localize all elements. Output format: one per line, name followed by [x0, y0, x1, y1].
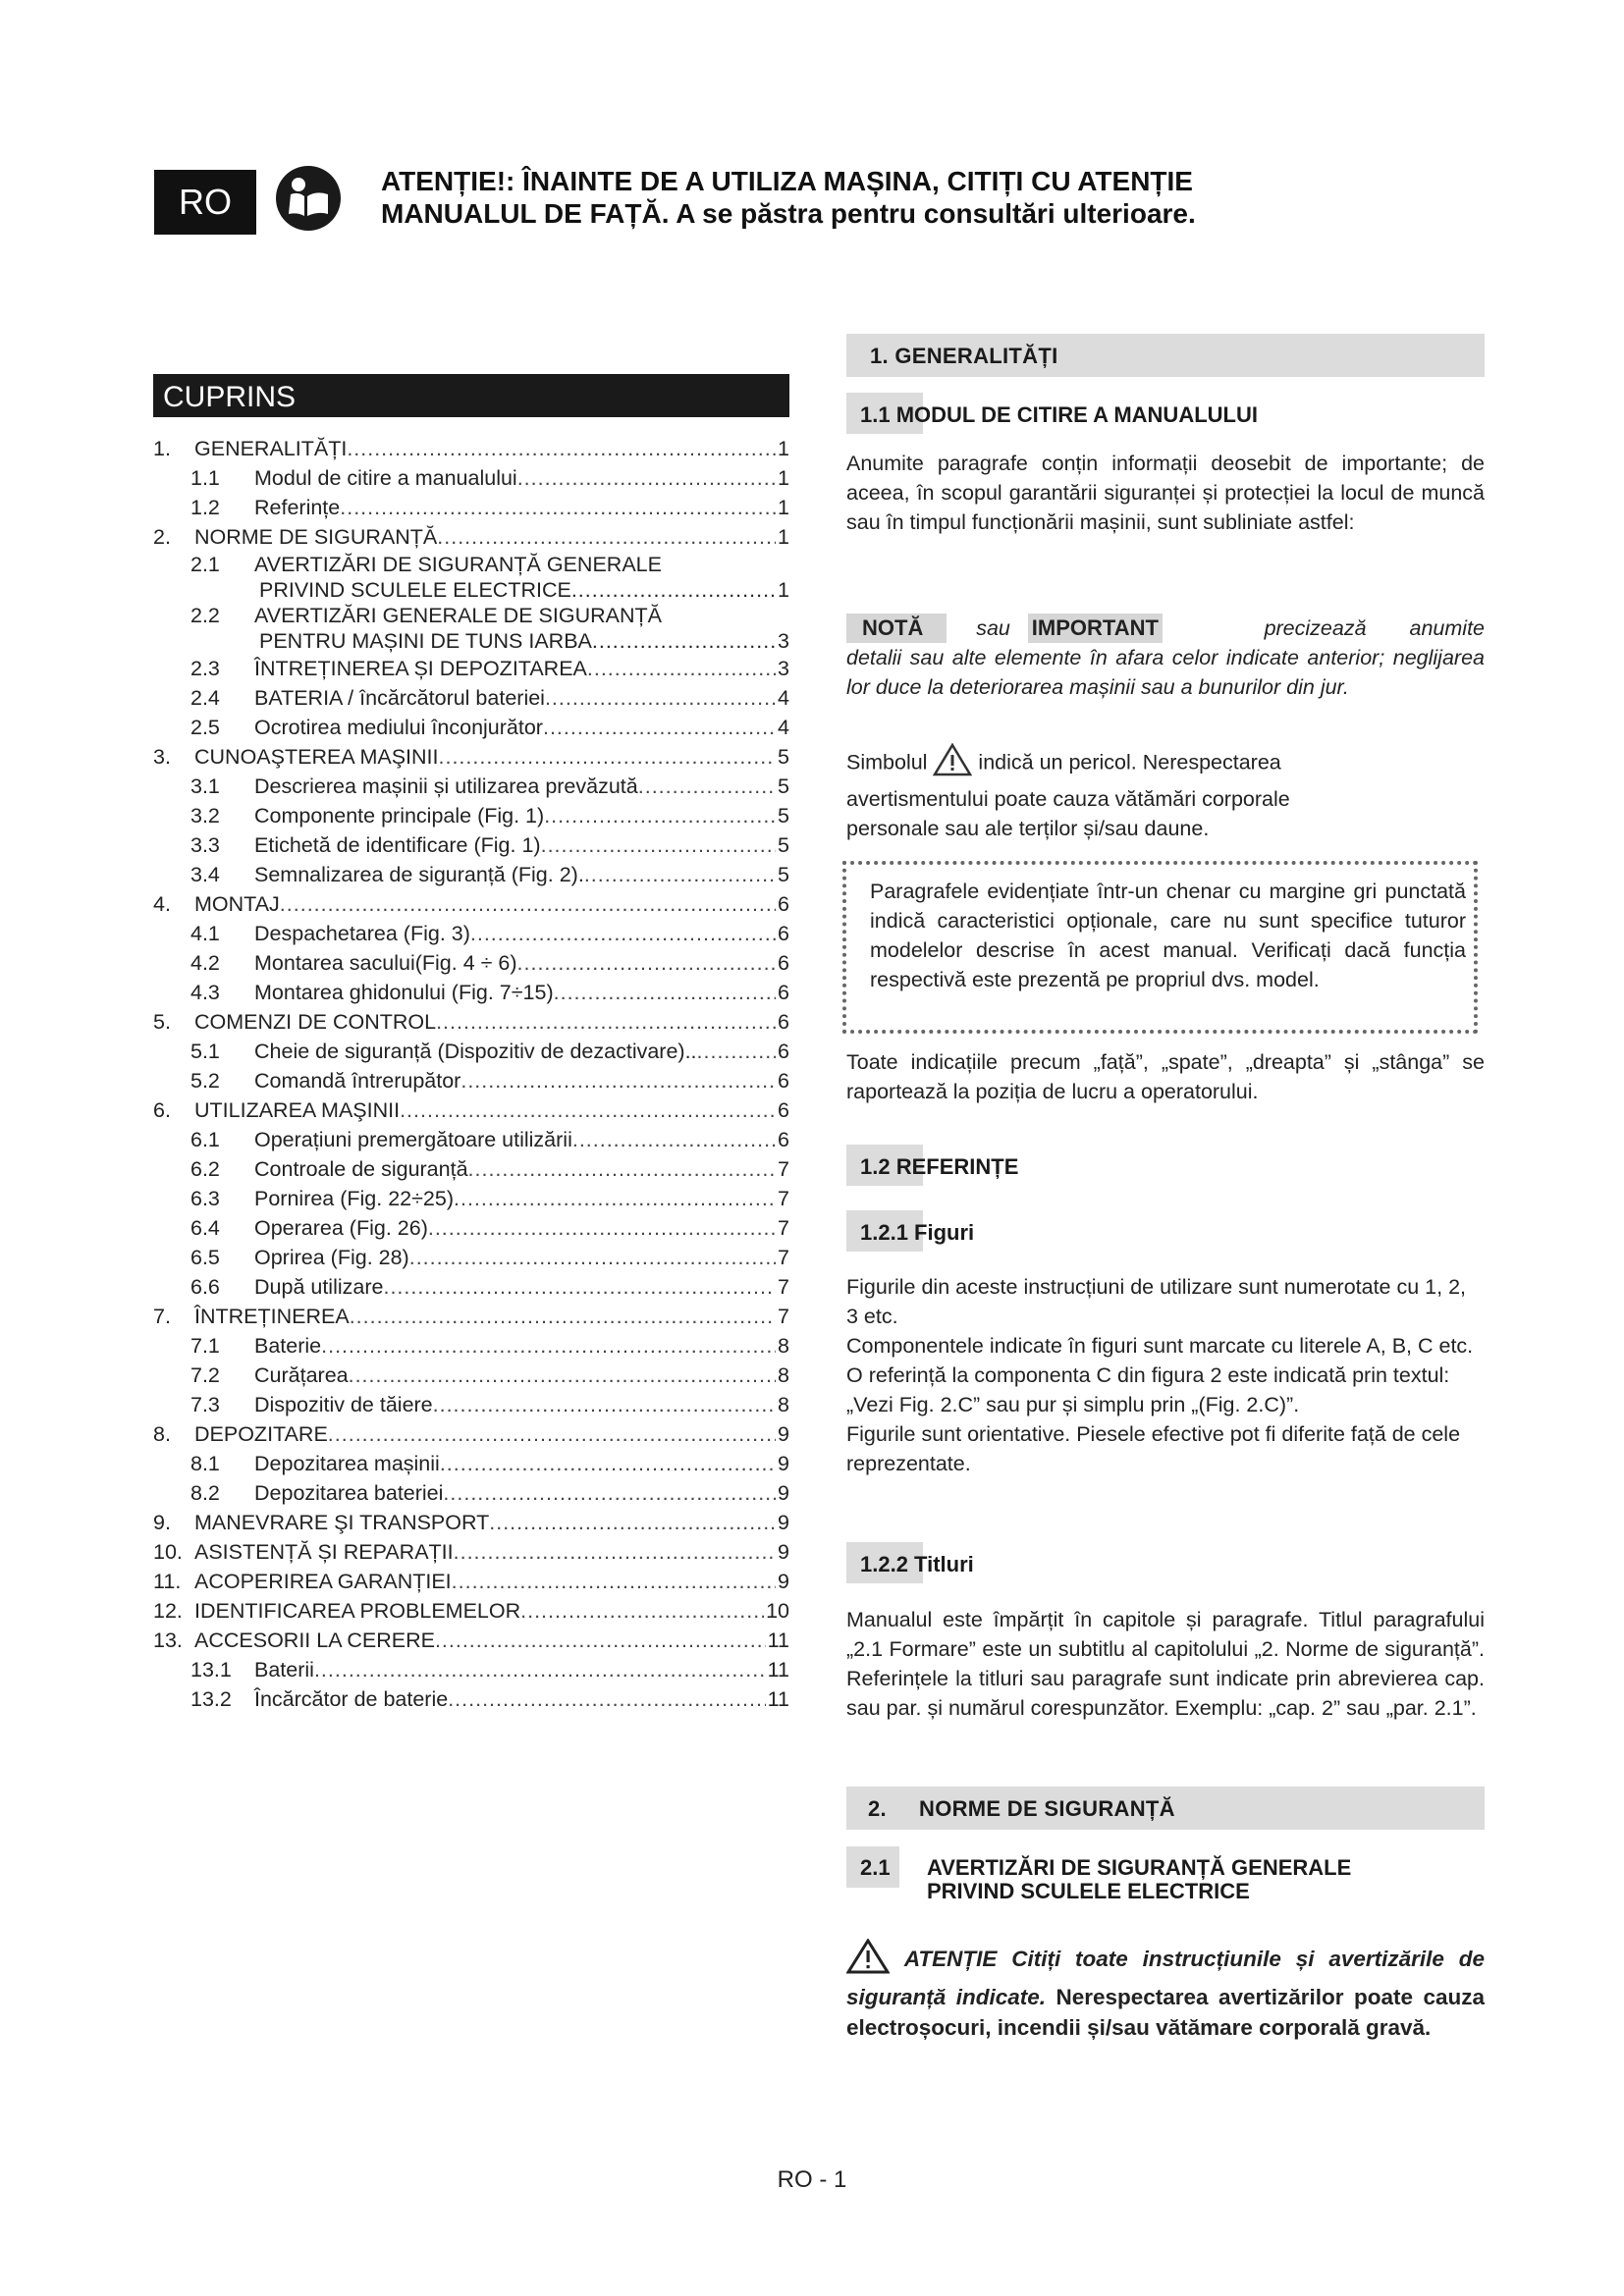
toc-entry — [153, 552, 789, 577]
toc-entry-label: AVERTIZĂRI GENERALE DE SIGURANȚĂ — [254, 604, 662, 627]
toc-entry — [153, 522, 789, 552]
toc-entry-number: 1.1 — [190, 466, 220, 490]
section-2-number: 2. — [868, 1796, 887, 1821]
toc-entry-label: Operarea (Fig. 26) — [254, 1216, 428, 1240]
toc-entry-continuation — [153, 577, 789, 603]
toc-entry-number: 2.1 — [190, 553, 220, 576]
toc-dot-leader — [544, 801, 776, 830]
toc-entry — [153, 1066, 789, 1095]
toc-entry-number: 5.1 — [190, 1040, 220, 1063]
toc-entry — [153, 683, 789, 713]
note-text-rest: detalii sau alte elemente în afara celor indicate anterior; neglijarea lor duce la deteriorarea mașinii sau a bunurilor din jur. — [846, 646, 1485, 699]
toc-dot-leader — [454, 1184, 776, 1213]
toc-entry-page: 3 — [778, 629, 789, 653]
toc-dot-leader — [541, 830, 776, 860]
toc-entry-page: 11 — [767, 1687, 789, 1711]
toc-entry — [153, 1567, 789, 1596]
toc-entry-label: MONTAJ — [194, 892, 280, 916]
toc-dot-leader — [697, 1037, 777, 1066]
toc-entry — [153, 1272, 789, 1302]
nota-tag: NOTĂ — [846, 614, 947, 643]
toc-entry-page: 9 — [778, 1452, 789, 1475]
toc-entry-page: 5 — [778, 774, 789, 798]
toc-dot-leader — [470, 919, 776, 948]
toc-entry — [153, 1125, 789, 1154]
danger-symbol-paragraph — [846, 743, 1337, 843]
toc-entry — [153, 713, 789, 742]
toc-entry-page: 11 — [767, 1629, 789, 1652]
toc-entry-label-continued: PENTRU MAȘINI DE TUNS IARBA — [259, 629, 592, 653]
toc-entry-label: Încărcător de baterie — [254, 1687, 449, 1711]
toc-entry-page: 7 — [778, 1275, 789, 1299]
section-1-2-heading: 1.2 REFERINȚE — [846, 1145, 1018, 1186]
toc-dot-leader — [433, 1390, 776, 1419]
page-number: RO - 1 — [777, 2166, 847, 2193]
toc-entry-page: 10 — [766, 1599, 789, 1623]
toc-entry-page: 1 — [778, 466, 789, 490]
toc-entry-number: 13.1 — [190, 1658, 232, 1682]
toc-entry-page: 8 — [778, 1334, 789, 1358]
toc-entry — [153, 603, 789, 628]
toc-entry-number: 6.4 — [190, 1216, 220, 1240]
toc-entry-page: 7 — [778, 1216, 789, 1240]
toc-entry-number: 7.1 — [190, 1334, 220, 1358]
toc-dot-leader — [584, 860, 776, 889]
toc-entry-page: 8 — [778, 1363, 789, 1387]
toc-entry-label: MANEVRARE ŞI TRANSPORT — [194, 1511, 490, 1534]
toc-entry-number: 6.3 — [190, 1187, 220, 1210]
toc-entry-number: 8.2 — [190, 1481, 220, 1505]
warning-triangle-icon — [846, 1939, 890, 1982]
toc-entry — [153, 1449, 789, 1478]
toc-dot-leader — [572, 1125, 776, 1154]
section-2-1-title-line-1: AVERTIZĂRI DE SIGURANȚĂ GENERALE — [927, 1855, 1352, 1880]
toc-entry — [153, 1184, 789, 1213]
toc-entry — [153, 1361, 789, 1390]
toc-entry — [153, 1419, 789, 1449]
note-or: sau — [976, 616, 1010, 640]
section-1-heading: 1. GENERALITĂȚI — [846, 334, 1485, 377]
toc-entry-label: Oprirea (Fig. 28) — [254, 1246, 409, 1269]
toc-entry-label-continued: PRIVIND SCULELE ELECTRICE — [259, 578, 571, 602]
toc-entry-page: 1 — [778, 437, 789, 460]
toc-entry-label: Referințe — [254, 496, 341, 519]
toc-entry-label: ACCESORII LA CERERE — [194, 1629, 435, 1652]
toc-entry-number: 3.2 — [190, 804, 220, 828]
toc-entry-page: 11 — [767, 1658, 789, 1682]
toc-entry-number: 3.3 — [190, 833, 220, 857]
toc-dot-leader — [280, 889, 776, 919]
toc-entry-label: DEPOZITARE — [194, 1422, 328, 1446]
toc-entry-label: Depozitarea mașinii — [254, 1452, 440, 1475]
symbol-explanation: indică un pericol. Nerespectarea avertismentului poate cauza vătămări corporale personale sau ale terților și/sau daune. — [846, 750, 1290, 840]
titles-text: Manualul este împărțit în capitole și paragrafe. Titlul paragrafului „2.1 Formare” este un subtitlu al capitolului „2. Norme de siguranță”. Referințele la titluri sau paragrafe sunt indicate prin abrevierea cap. sau par. și numărul corespunzător. Exemplu: „cap. 2” sau „par. 2.1”. — [846, 1608, 1485, 1720]
toc-entry-number: 2.3 — [190, 657, 220, 680]
toc-entry-page: 5 — [778, 804, 789, 828]
toc-entry-label: Ocrotirea mediului înconjurător — [254, 716, 543, 739]
toc-entry-number: 6.1 — [190, 1128, 220, 1151]
toc-entry-page: 1 — [778, 496, 789, 519]
toc-entry-number: 11. — [153, 1570, 182, 1593]
toc-dot-leader — [452, 1567, 776, 1596]
toc-entry-number: 13.2 — [190, 1687, 232, 1711]
toc-entry-page: 6 — [778, 1098, 789, 1122]
toc-entry — [153, 1007, 789, 1037]
toc-entry-number: 6.5 — [190, 1246, 220, 1269]
symbol-word: Simbolul — [846, 750, 928, 774]
toc-entry-number: 8. — [153, 1422, 171, 1446]
toc-entry-page: 6 — [778, 981, 789, 1004]
toc-entry-page: 9 — [778, 1511, 789, 1534]
figures-p2: Componentele indicate în figuri sunt marcate cu literele A, B, C etc. — [846, 1334, 1474, 1358]
toc-entry-continuation — [153, 628, 789, 654]
toc-dot-leader — [436, 1007, 776, 1037]
toc-entry-label: Pornirea (Fig. 22÷25) — [254, 1187, 455, 1210]
toc-entry-page: 5 — [778, 863, 789, 886]
read-manual-icon — [275, 165, 342, 232]
toc-entry-number: 1.2 — [190, 496, 220, 519]
toc-entry — [153, 948, 789, 978]
toc-title: CUPRINS — [153, 374, 789, 417]
toc-entry-number: 7. — [153, 1305, 171, 1328]
toc-entry-label: BATERIA / încărcătorul bateriei — [254, 686, 545, 710]
toc-dot-leader — [400, 1095, 776, 1125]
toc-entry-number: 5.2 — [190, 1069, 220, 1093]
toc-entry-label: GENERALITĂȚI — [194, 437, 348, 460]
toc-entry-label: Cheie de siguranță (Dispozitiv de dezactivare).. — [254, 1040, 697, 1063]
toc-entry-label: COMENZI DE CONTROL — [194, 1010, 437, 1034]
toc-dot-leader — [350, 1302, 776, 1331]
toc-entry-label: IDENTIFICAREA PROBLEMELOR — [194, 1599, 521, 1623]
optional-features-text: Paragrafele evidențiate într-un chenar cu margine gri punctată indică caracteristici opționale, care nu sunt specifice tuturor modelelor descrise în acest manual. Verificați dacă funcția respectivă este prezentă pe propriul dvs. model. — [870, 880, 1466, 991]
toc-dot-leader — [454, 1537, 776, 1567]
toc-entry-page: 7 — [778, 1305, 789, 1328]
toc-entry-page: 5 — [778, 745, 789, 769]
toc-entry-label: Baterie — [254, 1334, 322, 1358]
section-2-1-title-line-2: PRIVIND SCULELE ELECTRICE — [927, 1879, 1250, 1903]
toc-dot-leader — [349, 1361, 776, 1390]
toc-entry-number: 3. — [153, 745, 171, 769]
toc-entry — [153, 654, 789, 683]
toc-entry-label: ÎNTREȚINEREA — [194, 1305, 350, 1328]
figures-p3: O referință la componenta C din figura 2 este indicată prin textul: „Vezi Fig. 2.C” sau pur și simplu prin „(Fig. 2.C)”. — [846, 1363, 1450, 1416]
toc-entry-number: 7.2 — [190, 1363, 220, 1387]
toc-dot-leader — [328, 1419, 776, 1449]
toc-entry-page: 1 — [778, 578, 789, 602]
toc-entry-page: 9 — [778, 1570, 789, 1593]
toc-dot-leader — [340, 493, 776, 522]
toc-dot-leader — [543, 713, 776, 742]
toc-entry-label: Montarea ghidonului (Fig. 7÷15) — [254, 981, 554, 1004]
toc-entry-page: 6 — [778, 922, 789, 945]
header-warning — [381, 165, 1363, 230]
toc-entry-label: Operațiuni premergătoare utilizării — [254, 1128, 572, 1151]
section-2-1-number: 2.1 — [860, 1855, 891, 1880]
toc-entry — [153, 919, 789, 948]
toc-entry-page: 7 — [778, 1157, 789, 1181]
toc-entry — [153, 1478, 789, 1508]
toc-entry-label: Modul de citire a manualului — [254, 466, 517, 490]
toc-entry — [153, 1655, 789, 1684]
toc-entry-page: 7 — [778, 1187, 789, 1210]
toc-entry — [153, 772, 789, 801]
toc-entry-number: 10. — [153, 1540, 183, 1564]
toc-entry-page: 9 — [778, 1540, 789, 1564]
toc-dot-leader — [554, 978, 776, 1007]
toc-entry — [153, 1154, 789, 1184]
toc-entry-label: Montarea sacului(Fig. 4 ÷ 6) — [254, 951, 517, 975]
section-1-1-intro: Anumite paragrafe conțin informații deosebit de importante; de aceea, în scopul garantării siguranței și protecției la locul de muncă sau în timpul funcționării mașinii, sunt subliniate astfel: — [846, 452, 1485, 534]
toc-entry — [153, 801, 789, 830]
toc-entry-number: 3.4 — [190, 863, 220, 886]
section-1-2-1-heading: 1.2.1 Figuri — [846, 1210, 974, 1252]
toc-dot-leader — [428, 1213, 776, 1243]
toc-entry-number: 4. — [153, 892, 171, 916]
toc-entry-number: 4.2 — [190, 951, 220, 975]
section-2-title: NORME DE SIGURANȚĂ — [919, 1796, 1175, 1821]
toc-entry — [153, 1213, 789, 1243]
toc-dot-leader — [460, 1066, 776, 1095]
toc-entry — [153, 830, 789, 860]
toc-dot-leader — [443, 1478, 776, 1508]
toc-entry-label: ÎNTREȚINEREA ȘI DEPOZITAREA — [254, 657, 587, 680]
toc-entry-page: 4 — [778, 716, 789, 739]
toc-dot-leader — [545, 683, 776, 713]
toc-dot-leader — [435, 1626, 766, 1655]
toc-entry-label: Controale de siguranță — [254, 1157, 468, 1181]
toc-entry-label: UTILIZAREA MAŞINII — [194, 1098, 401, 1122]
toc-entry-label: Comandă întrerupător — [254, 1069, 461, 1093]
section-1-1-heading: 1.1 MODUL DE CITIRE A MANUALULUI — [846, 393, 1258, 434]
toc-entry-label: AVERTIZĂRI DE SIGURANȚĂ GENERALE — [254, 553, 662, 576]
toc-entry-page: 6 — [778, 1040, 789, 1063]
toc-dot-leader — [517, 463, 776, 493]
toc-entry-label: Despachetarea (Fig. 3) — [254, 922, 470, 945]
toc-entry-number: 2.2 — [190, 604, 220, 627]
toc-dot-leader — [520, 1596, 764, 1626]
toc-entry-number: 8.1 — [190, 1452, 220, 1475]
toc-entry-number: 12. — [153, 1599, 183, 1623]
toc-dot-leader — [321, 1331, 776, 1361]
toc-entry — [153, 1537, 789, 1567]
toc-dot-leader — [347, 434, 776, 463]
header-line-1: ATENȚIE!: ÎNAINTE DE A UTILIZA MAȘINA, CITIȚI CU ATENȚIE — [381, 166, 1193, 196]
toc-dot-leader — [409, 1243, 776, 1272]
toc-entry — [153, 434, 789, 463]
toc-entry — [153, 1243, 789, 1272]
toc-dot-leader — [440, 1449, 776, 1478]
general-warning — [846, 1939, 1485, 2043]
toc-dot-leader — [489, 1508, 776, 1537]
toc-dot-leader — [314, 1655, 766, 1684]
toc-entry-number: 2.5 — [190, 716, 220, 739]
table-of-contents — [153, 434, 789, 1714]
toc-entry-page: 5 — [778, 833, 789, 857]
optional-features-box — [842, 861, 1478, 1034]
toc-entry — [153, 1037, 789, 1066]
header-line-2: MANUALUL DE FAȚĂ. A se păstra pentru consultări ulterioare. — [381, 198, 1196, 229]
toc-entry-page: 3 — [778, 657, 789, 680]
toc-entry — [153, 860, 789, 889]
toc-dot-leader — [383, 1272, 776, 1302]
toc-entry-label: Semnalizarea de siguranță (Fig. 2). — [254, 863, 584, 886]
toc-entry-number: 6.6 — [190, 1275, 220, 1299]
toc-entry — [153, 1331, 789, 1361]
toc-entry-label: Descrierea mașinii și utilizarea prevăzută — [254, 774, 638, 798]
toc-entry-page: 8 — [778, 1393, 789, 1416]
toc-entry-label: Etichetă de identificare (Fig. 1) — [254, 833, 541, 857]
toc-dot-leader — [437, 522, 776, 552]
language-badge: RO — [154, 170, 256, 235]
section-2-heading — [846, 1787, 1485, 1830]
toc-entry — [153, 978, 789, 1007]
toc-entry — [153, 742, 789, 772]
toc-entry — [153, 1390, 789, 1419]
toc-entry-page: 6 — [778, 1069, 789, 1093]
toc-entry-number: 6. — [153, 1098, 171, 1122]
toc-entry-number: 3.1 — [190, 774, 220, 798]
toc-entry-label: CUNOAŞTEREA MAŞINII — [194, 745, 439, 769]
toc-entry-label: Dispozitiv de tăiere — [254, 1393, 433, 1416]
toc-entry-number: 6.2 — [190, 1157, 220, 1181]
toc-entry — [153, 1626, 789, 1655]
toc-entry-label: NORME DE SIGURANȚĂ — [194, 525, 438, 549]
toc-dot-leader — [448, 1684, 765, 1714]
toc-entry-page: 7 — [778, 1246, 789, 1269]
toc-entry-label: Curățarea — [254, 1363, 349, 1387]
toc-entry — [153, 493, 789, 522]
toc-entry-label: ASISTENȚĂ ȘI REPARAȚII — [194, 1540, 454, 1564]
toc-entry-page: 6 — [778, 892, 789, 916]
toc-entry-page: 1 — [778, 525, 789, 549]
toc-entry-number: 9. — [153, 1511, 171, 1534]
toc-entry-page: 9 — [778, 1422, 789, 1446]
toc-entry-label: ACOPERIREA GARANȚIEI — [194, 1570, 452, 1593]
toc-entry-label: Baterii — [254, 1658, 314, 1682]
section-1-2-2-heading: 1.2.2 Titluri — [846, 1542, 974, 1583]
toc-dot-leader — [587, 654, 776, 683]
toc-entry-number: 5. — [153, 1010, 171, 1034]
toc-entry-page: 9 — [778, 1481, 789, 1505]
toc-entry — [153, 463, 789, 493]
warning-triangle-icon — [933, 743, 972, 784]
toc-entry-number: 13. — [153, 1629, 183, 1652]
toc-entry-page: 6 — [778, 1010, 789, 1034]
toc-entry-page: 6 — [778, 951, 789, 975]
toc-entry-number: 2.4 — [190, 686, 220, 710]
toc-dot-leader — [468, 1154, 777, 1184]
toc-entry — [153, 1095, 789, 1125]
toc-entry-number: 1. — [153, 437, 171, 460]
toc-entry-number: 4.1 — [190, 922, 220, 945]
figures-p4: Figurile sunt orientative. Piesele efective pot fi diferite față de cele reprezentate. — [846, 1422, 1461, 1475]
toc-entry — [153, 889, 789, 919]
toc-entry — [153, 1596, 789, 1626]
toc-dot-leader — [571, 577, 778, 603]
warning-italic: ATENȚIE Citiți toate instrucțiunile și avertizările de siguranță indicate. — [846, 1946, 1485, 2009]
toc-entry-number: 7.3 — [190, 1393, 220, 1416]
toc-entry-page: 4 — [778, 686, 789, 710]
warning-bold: Nerespectarea avertizărilor poate cauza electroșocuri, incendii și/sau vătămare corporală gravă. — [846, 1985, 1485, 2040]
toc-dot-leader — [439, 742, 777, 772]
toc-entry-label: Componente principale (Fig. 1) — [254, 804, 545, 828]
toc-entry — [153, 1302, 789, 1331]
note-paragraph — [846, 614, 1485, 702]
toc-entry — [153, 1684, 789, 1714]
figures-p1: Figurile din aceste instrucțiuni de utilizare sunt numerotate cu 1, 2, 3 etc. — [846, 1275, 1466, 1328]
toc-dot-leader — [638, 772, 776, 801]
toc-entry-page: 6 — [778, 1128, 789, 1151]
position-note: Toate indicațiile precum „față”, „spate”, „dreapta” și „stânga” se raportează la poziția de lucru a operatorului. — [846, 1050, 1485, 1103]
toc-dot-leader — [592, 628, 778, 654]
toc-entry-label: După utilizare — [254, 1275, 384, 1299]
toc-entry-label: Depozitarea bateriei — [254, 1481, 444, 1505]
note-text-start: precizează anumite — [1264, 616, 1485, 640]
figures-text — [846, 1272, 1475, 1478]
toc-entry — [153, 1508, 789, 1537]
toc-entry-number: 4.3 — [190, 981, 220, 1004]
toc-entry-number: 2. — [153, 525, 171, 549]
toc-dot-leader — [517, 948, 777, 978]
important-tag: IMPORTANT — [1028, 614, 1163, 643]
